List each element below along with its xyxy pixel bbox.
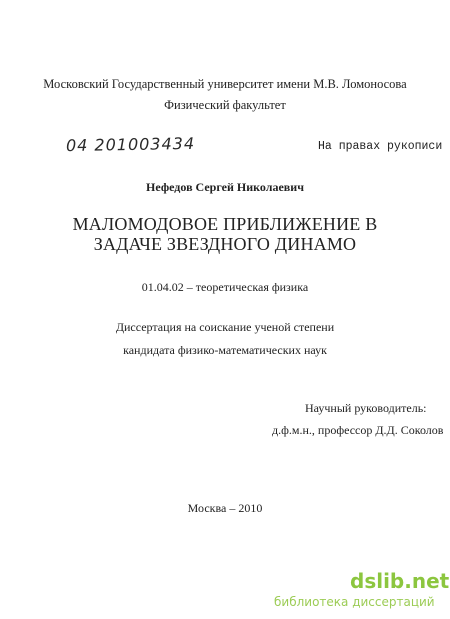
dissertation-title-line-2: ЗАДАЧЕ ЗВЕЗДНОГО ДИНАМО	[93, 234, 357, 254]
watermark-logo: dslib.net	[350, 569, 450, 593]
specialty-code: 01.04.02 – теоретическая физика	[141, 280, 309, 294]
faculty-name: Физический факультет	[164, 98, 286, 112]
dissertation-title-line-1: МАЛОМОДОВОЕ ПРИБЛИЖЕНИЕ В	[72, 214, 378, 234]
watermark-tagline: библиотека диссертаций	[274, 595, 435, 609]
city-year: Москва – 2010	[187, 501, 263, 515]
degree-line-1: Диссертация на соискание ученой степени	[115, 320, 335, 334]
degree-line-2: кандидата физико-математических наук	[123, 343, 327, 357]
university-name: Московский Государственный университет имени М.В. Ломоносова	[43, 77, 407, 91]
author-name: Нефедов Сергей Николаевич	[146, 180, 304, 194]
supervisor-name: д.ф.м.н., профессор Д.Д. Соколов	[272, 423, 444, 437]
rights-note: На правах рукописи	[318, 140, 443, 153]
supervisor-label: Научный руководитель:	[305, 401, 427, 415]
handwritten-registration-code: 04 201003434	[65, 133, 196, 156]
